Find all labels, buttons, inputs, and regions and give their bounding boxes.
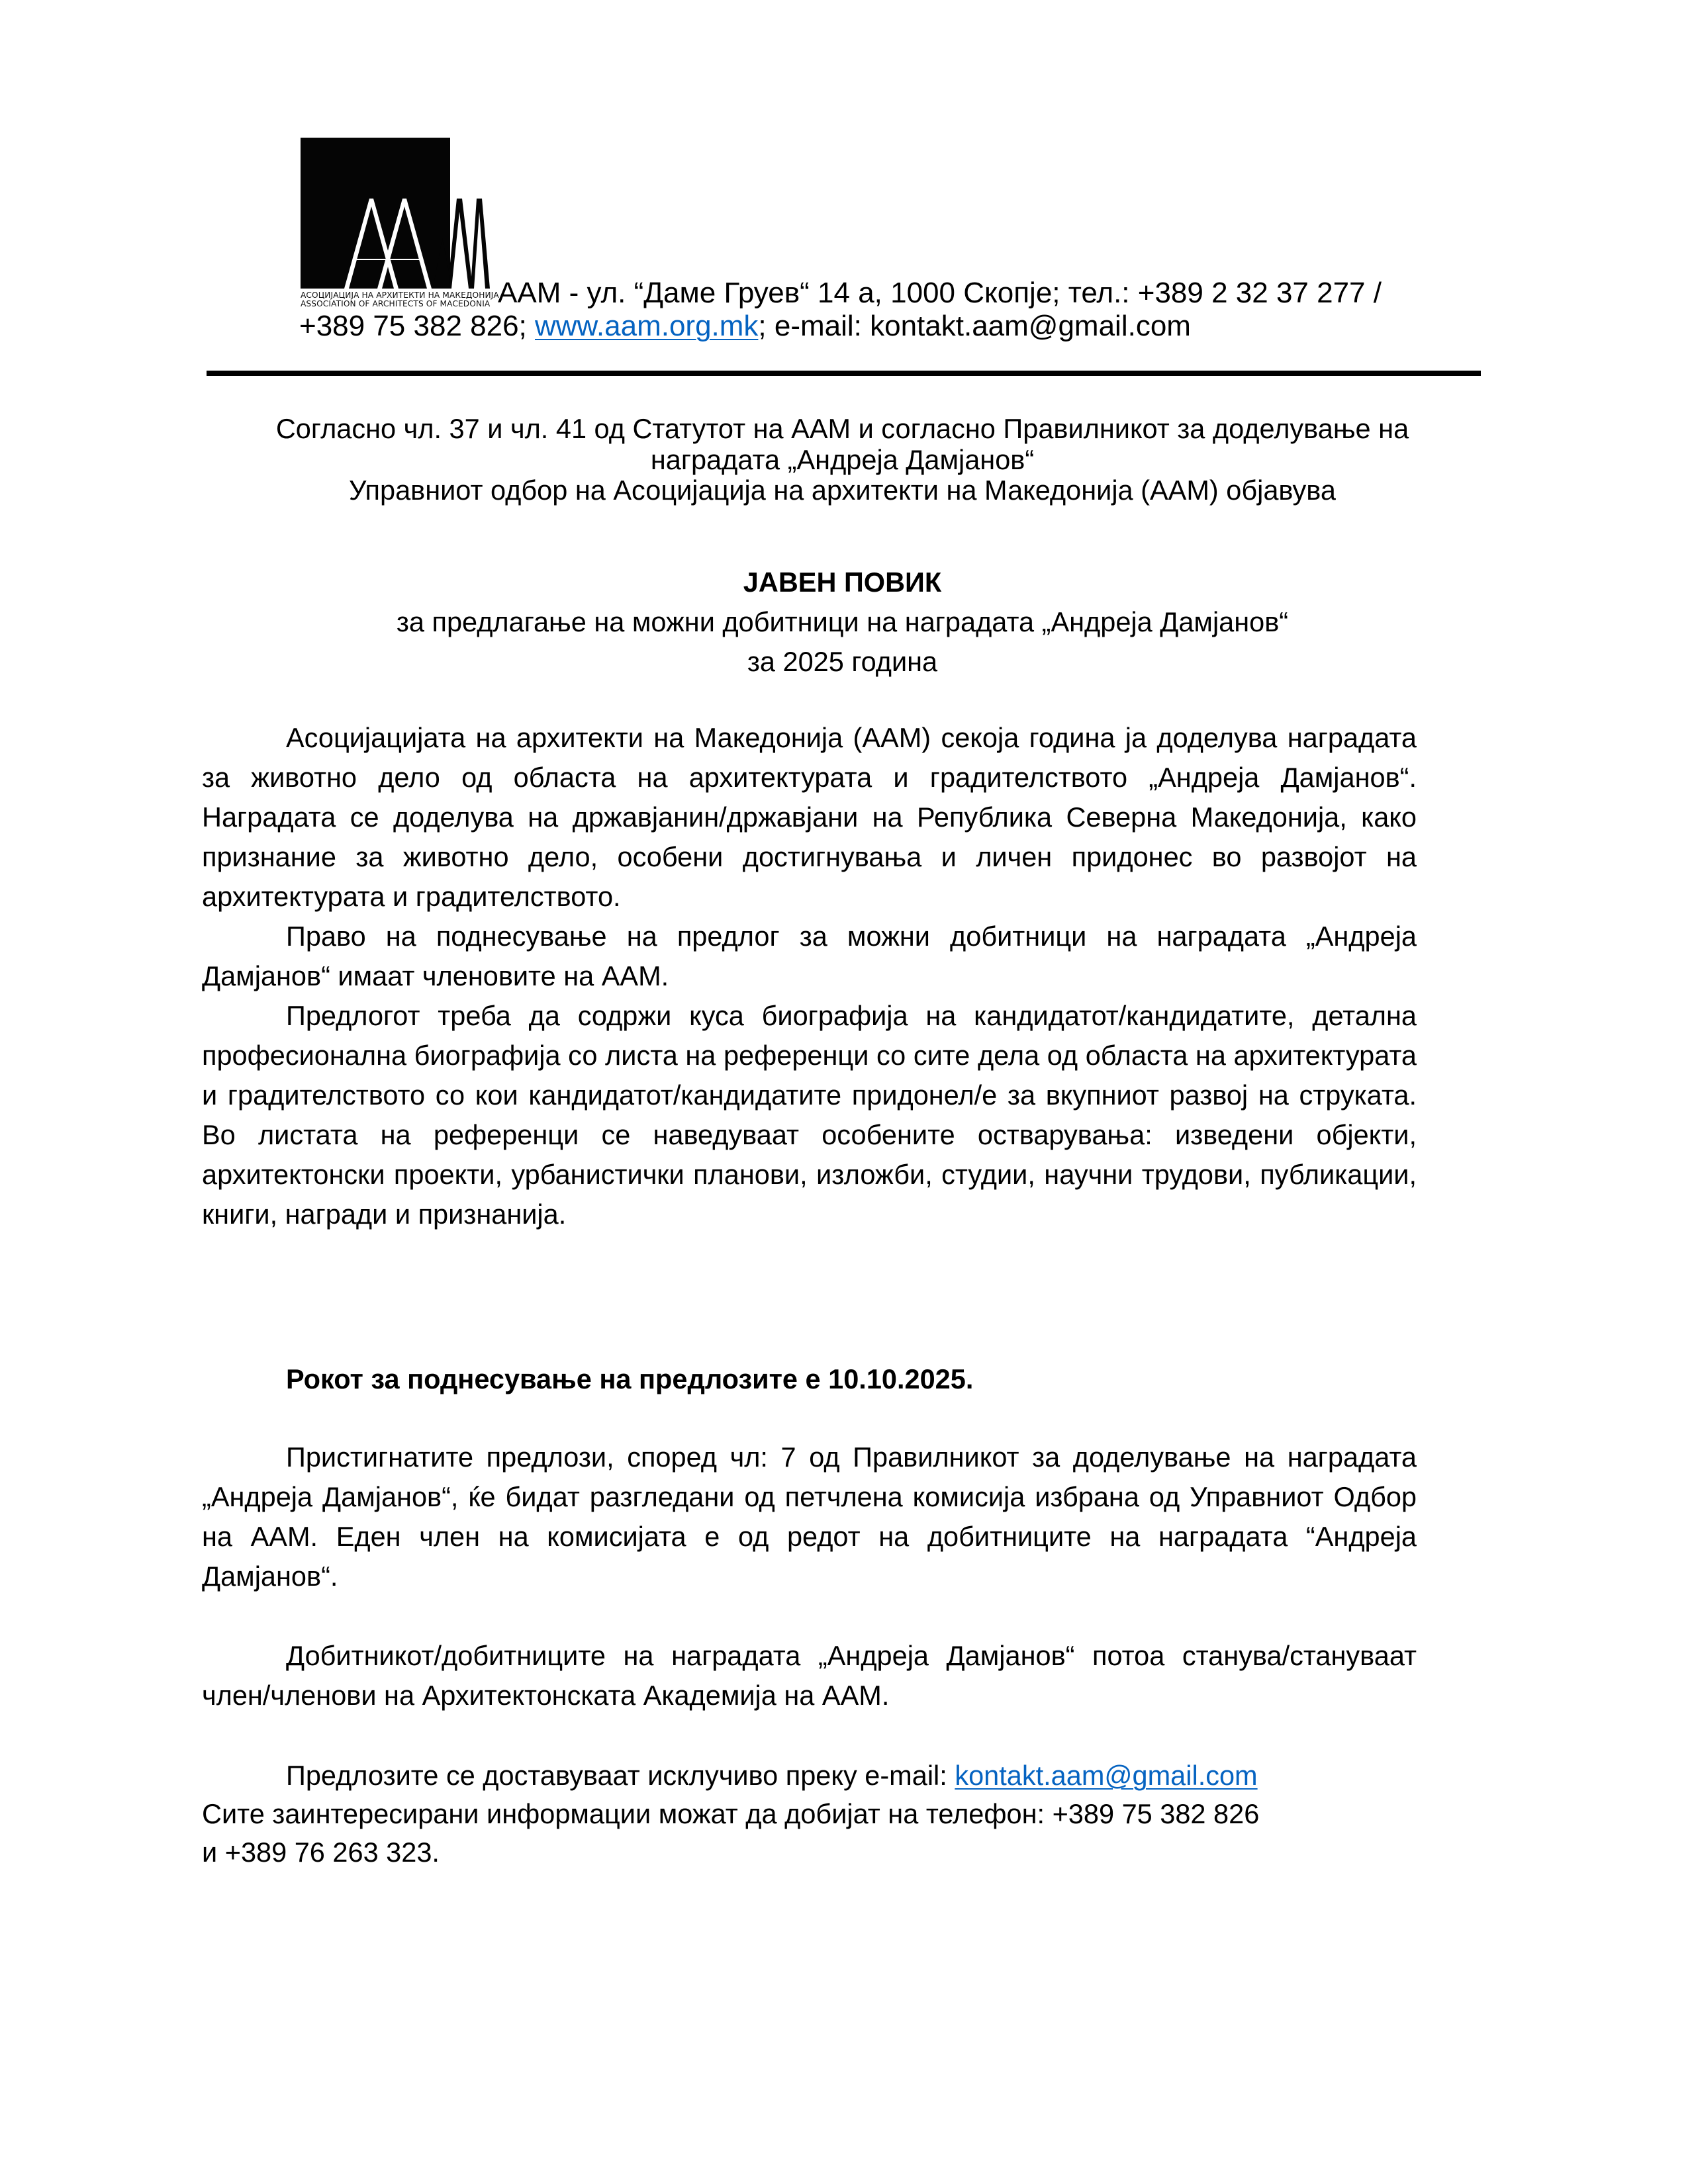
- logo-caption-en: ASSOCIATION OF ARCHITECTS OF MACEDONIA: [301, 299, 491, 308]
- contact-email-link[interactable]: kontakt.aam@gmail.com: [955, 1760, 1258, 1791]
- email-text: ; e-mail: kontakt.aam@gmail.com: [758, 310, 1191, 342]
- paragraph-academy: Добитникот/добитниците на наградата „Андреја Дамјанов“ потоа станува/стануваат член/членови на Архитектонската Академија на ААМ.: [202, 1640, 1417, 1711]
- address-line: ААМ - ул. “Даме Груев“ 14 а, 1000 Скопје; тел.: +389 2 32 37 277 /: [498, 277, 1382, 309]
- paragraph-review: Пристигнатите предлози, според чл: 7 од Правилникот за доделување на наградата „Андреја Дамјанов“, ќе бидат разгледани од петчлена комисија избрана од Управниот Одбор на ААМ. Еден член на комисијата е од редот на добитниците на наградата “Андреја Дамјанов“.: [202, 1441, 1417, 1592]
- contact-email-line: [202, 1756, 1417, 1795]
- logo-caption: [301, 291, 499, 308]
- phone-text: +389 75 382 826;: [299, 310, 535, 342]
- logo-caption-mk: АСОЦИЈАЦИЈА НА АРХИТЕКТИ НА МАКЕДОНИЈА: [301, 291, 499, 300]
- year-line: за 2025 година: [747, 646, 938, 677]
- page-subtitle: за предлагање на можни добитници на наградата „Андреја Дамјанов“: [396, 606, 1289, 637]
- paragraph-eligibility: Право на поднесување на предлог за можни добитници на наградата „Андреја Дамјанов“ имаат членовите на ААМ.: [202, 921, 1417, 991]
- body-section-3: [202, 1636, 1417, 1715]
- header-divider: [207, 371, 1481, 376]
- contact-line: [299, 310, 1191, 343]
- intro-line-1: Согласно чл. 37 и чл. 41 од Статутот на ААМ и согласно Правилникот за доделување на: [275, 413, 1409, 444]
- title-block: [202, 563, 1483, 682]
- intro-line-2: наградата „Андреја Дамјанов“: [650, 443, 1035, 475]
- contact-phone-line-2: и +389 76 263 323.: [202, 1837, 440, 1868]
- website-link[interactable]: www.aam.org.mk: [535, 310, 759, 342]
- contact-phone-line: Сите заинтересирани информации можат да добијат на телефон: +389 75 382 826: [202, 1798, 1260, 1829]
- intro-line-3: Управниот одбор на Асоцијација на архитекти на Македонија (ААМ) објавува: [349, 475, 1336, 506]
- paragraph-award-description: Асоцијацијата на архитекти на Македонија (ААМ) секоја година ја доделува наградата за животно дело од областа на архитектурата и градителството „Андреја Дамјанов“. Наградата се доделува на државјанин/државјани на Република Северна Македонија, како признание за животно дело, особени достигнувања и личен придонес во развојот на архитектурата и градителството.: [202, 722, 1417, 912]
- contact-prefix: Предлозите се доставуваат исклучиво преку e-mail:: [286, 1760, 955, 1791]
- body-section-1: [202, 718, 1417, 1234]
- paragraph-requirements: Предлогот треба да содржи куса биографија на кандидатот/кандидатите, детална професионална биографија со листа на референци со сите дела од областа на архитектурата и градителството со кои кандидатот/кандидатите придонел/е за вкупниот развој на струката. Во листата на референци се наведуваат особените остварувања: изведени објекти, архитектонски проекти, урбанистички планови, изложби, студии, научни трудови, публикации, книги, награди и признанија.: [202, 1000, 1417, 1230]
- contact-section: [202, 1756, 1417, 1872]
- intro-block: [202, 414, 1483, 506]
- body-section-2: [202, 1437, 1417, 1596]
- deadline-text: Рокот за поднесување на предлозите е 10.10.2025.: [286, 1363, 974, 1394]
- page-title: ЈАВЕН ПОВИК: [743, 567, 942, 598]
- aam-logo-icon: [301, 199, 499, 291]
